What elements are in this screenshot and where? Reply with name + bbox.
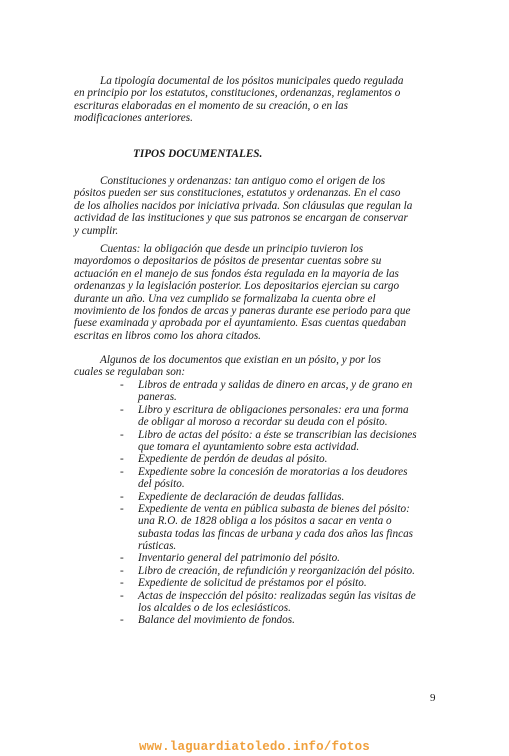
list-dash: - — [120, 564, 124, 577]
list-item-line: Inventario general del patrimonio del pósito. — [138, 552, 340, 565]
list-item-line: de obligar al moroso a recordar su deuda con el pósito. — [138, 416, 388, 429]
text-line: y cumplir. — [74, 224, 119, 237]
list-item-line: que tomara el ayuntamiento sobre esta actividad. — [138, 440, 360, 453]
list-item — [120, 404, 450, 429]
list-item — [120, 577, 450, 589]
text-line: de los alholies nacidos por iniciativa privada. Son cláusulas que regulan la — [74, 199, 413, 212]
document-type-list — [120, 379, 450, 627]
text-line: en principio por los estatutos, constituciones, ordenanzas, reglamentos o — [74, 87, 401, 100]
list-item-line: Libro de actas del pósito: a éste se transcribian las decisiones — [138, 428, 417, 441]
list-item-line: Expediente sobre la concesión de moratorias a los deudores — [138, 465, 408, 478]
list-dash: - — [120, 490, 124, 503]
text-line: Algunos de los documentos que existian en un pósito, y por los — [100, 354, 381, 366]
list-dash: - — [120, 614, 124, 627]
text-line: durante un año. Una vez cumplido se formalizaba la cuenta obre el — [74, 292, 376, 305]
list-dash: - — [120, 428, 124, 441]
text-line: escrituras elaboradas en el momento de su creación, o en las — [74, 99, 348, 112]
footer-url[interactable]: www.laguardiatoledo.info/fotos — [138, 740, 371, 754]
text-line: actividad de las instituciones y que sus patronos se encargan de conservar — [74, 212, 408, 225]
list-dash: - — [120, 502, 124, 515]
list-dash: - — [120, 465, 124, 478]
list-item — [120, 453, 450, 465]
list-item-line: Expediente de venta en pública subasta de bienes del pósito: — [138, 502, 410, 515]
cuentas-paragraph — [74, 243, 446, 342]
text-line: pósitos pueden ser sus constituciones, estatutos y ordenanzas. En el caso — [74, 187, 401, 200]
list-item-line: rústicas. — [138, 540, 177, 553]
list-item-line: Libros de entrada y salidas de dinero en arcas, y de grano en — [138, 379, 413, 391]
list-item — [120, 491, 450, 503]
text-line: cuales se regulaban son: — [74, 366, 186, 379]
list-item-line: subasta todas las fincas de urbana y cada dos años las fincas — [138, 527, 414, 540]
text-line: actuación en el manejo de sus fondos ésta regulada en la mayoria de las — [74, 267, 399, 280]
list-item-line: Expediente de solicitud de préstamos por el pósito. — [138, 577, 367, 590]
text-line: escritas en libros como los ahora citados. — [74, 329, 261, 342]
list-dash: - — [120, 453, 124, 466]
list-dash: - — [120, 577, 124, 590]
text-line: mayordomos o depositarios de pósitos de presentar cuentas sobre su — [74, 255, 382, 268]
list-dash: - — [120, 552, 124, 565]
list-item — [120, 565, 450, 577]
list-item — [120, 503, 450, 553]
text-line: ordenanzas y la legislación posterior. Los depositarios ejercian su cargo — [74, 280, 400, 293]
constituciones-paragraph — [74, 175, 446, 237]
list-item — [120, 614, 450, 626]
list-item-line: Expediente de declaración de deudas fallidas. — [138, 490, 345, 503]
list-item-line: Libro y escritura de obligaciones personales: era una forma — [138, 403, 409, 416]
list-item-line: Actas de inspección del pósito: realizadas según las visitas de — [138, 589, 416, 602]
text-line: fuese examinada y aprobada por el ayuntamiento. Esas cuentas quedaban — [74, 317, 407, 330]
list-dash: - — [120, 589, 124, 602]
list-item-line: una R.O. de 1828 obliga a los pósitos a sacar en venta o — [138, 515, 392, 528]
list-item — [120, 590, 450, 615]
section-heading: TIPOS DOCUMENTALES. — [133, 148, 263, 160]
text-line: La tipología documental de los pósitos municipales quedo regulada — [100, 75, 404, 87]
list-item — [120, 552, 450, 564]
intro-paragraph — [74, 75, 446, 125]
list-item — [120, 429, 450, 454]
text-line: movimiento de los fondos de arcas y paneras durante ese periodo para que — [74, 304, 411, 317]
text-line: modificaciones anteriores. — [74, 112, 193, 125]
list-item-line: paneras. — [138, 391, 177, 404]
list-item-line: del pósito. — [138, 478, 185, 491]
list-dash: - — [120, 403, 124, 416]
text-line: Cuentas: la obligación que desde un principio tuvieron los — [100, 243, 364, 255]
list-dash: - — [120, 379, 124, 391]
algunos-paragraph — [74, 354, 446, 379]
list-item — [120, 379, 450, 404]
list-item-line: los alcaldes o de los eclesiásticos. — [138, 602, 291, 615]
list-item-line: Balance del movimiento de fondos. — [138, 614, 295, 627]
text-line: Constituciones y ordenanzas: tan antiguo como el origen de los — [100, 175, 386, 187]
page-number: 9 — [430, 692, 436, 704]
list-item-line: Expediente de perdón de deudas al pósito. — [138, 453, 328, 466]
list-item-line: Libro de creación, de refundición y reorganización del pósito. — [138, 564, 415, 577]
list-item — [120, 466, 450, 491]
